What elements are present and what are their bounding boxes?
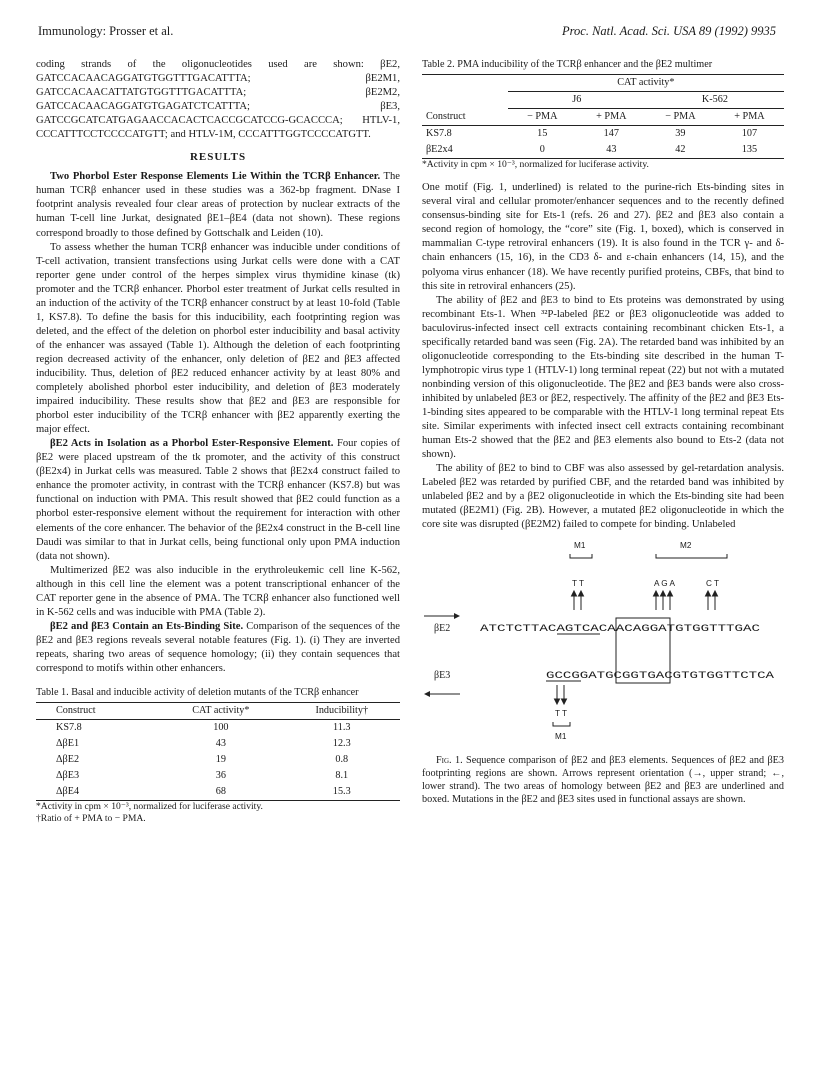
table1-footnote-1: *Activity in cpm × 10⁻³, normalized for luciferase activity. xyxy=(36,801,263,813)
table1-cell: 100 xyxy=(213,722,229,734)
table2-cell: 147 xyxy=(603,128,619,140)
table2-header: − PMA xyxy=(665,111,696,123)
table1-header: Construct xyxy=(56,705,96,717)
table1-caption: Table 1. Basal and inducible activity of deletion mutants of the TCRβ enhancer xyxy=(36,687,359,699)
body-text: Comparison of the sequences of the βE2 and βE3 regions reveals several notable features (Fig. 1). (i) They are inverted repeats, sharing two areas of sequence homology; (ii) they contain sequences that correspond to motifs within other enhancers. xyxy=(36,620,400,674)
runin-heading-3: βE2 and βE3 Contain an Ets-Binding Site. xyxy=(50,620,244,632)
mutation-tt-bottom: T T xyxy=(555,709,567,719)
table-row xyxy=(36,752,400,768)
table-row xyxy=(422,126,784,143)
up-arrows xyxy=(572,591,718,610)
results-heading: RESULTS xyxy=(189,151,247,164)
table1-cell: ΔβE1 xyxy=(56,738,80,750)
table2-cell: βE2x4 xyxy=(426,144,453,156)
table2-header: − PMA xyxy=(527,111,558,123)
table-row xyxy=(36,736,400,752)
table2-cell: 135 xyxy=(741,144,758,156)
table1-cell: 43 xyxy=(215,738,226,750)
table2-header: + PMA xyxy=(734,111,765,123)
running-head-left: Immunology: Prosser et al. xyxy=(38,24,174,38)
table2-footnote: *Activity in cpm × 10⁻³, normalized for luciferase activity. xyxy=(422,159,649,171)
runin-heading-2: βE2 Acts in Isolation as a Phorbol Ester-Responsive Element. xyxy=(50,438,334,450)
table1-header: Inducibility† xyxy=(315,705,369,717)
table2-blank xyxy=(422,75,508,92)
mutation-ct: C T xyxy=(706,579,720,589)
figure1-caption xyxy=(422,754,784,806)
results-paragraph-2: To assess whether the human TCRβ enhancer was inducible under conditions of T-cell activation, transient transfections using Jurkat cells were done with a CAT reporter gene under control of the herpes simplex virus thymidine kinase (tk) promoter and the TCRβ enhancer. Phorbol ester treatment of Jurkat cells resulted in an induction of the activity of the TCRβ enhancer construct by at least 10-fold (Table 1, KS7.8). To define the basis for this inducibility, each footprinting region was deleted, and the effect of the deletion on phorbol ester inducibility and basal activity of the enhancer was assayed (Table 1). Although the deletion of each footprinting region decreased activity of the enhancer, only deletion of βE2 and βE3 affected inducibility. Thus, deletion of βE2 reduced enhancer activity by at least 80% and completely abolished phorbol ester inducibility, and deletion of βE3 moderately impaired inducibility. These results show that βE2 and βE3 are responsible for phorbol ester inducibility of the TCRβ enhancer with βE2 apparently exerting the major effect. xyxy=(36,241,400,436)
label-be2: βE2 xyxy=(434,623,451,635)
table1-cell: 8.1 xyxy=(335,770,349,782)
table-row xyxy=(422,142,784,159)
mutation-tt: T T xyxy=(572,579,584,589)
right-column xyxy=(422,58,784,806)
figure1-caption-text: Sequence comparison of βE2 and βE3 elements. Sequences of βE2 and βE3 footprinting regions are shown. Arrows represent orientation (→, upper strand; ←, lower strand). The two areas of homology between βE2 and βE3 are underlined and boxed. Mutations in the βE2 and βE3 sites used in functional assays are shown. xyxy=(422,755,784,806)
table2-group-header: CAT activity* xyxy=(508,75,784,92)
table1-cell: 36 xyxy=(215,770,226,782)
table2-cell-line: J6 xyxy=(508,92,646,109)
runin-heading-1: Two Phorbol Ester Response Elements Lie Within the TCRβ Enhancer. xyxy=(50,171,381,183)
m2-label-top: M2 xyxy=(680,541,692,551)
sequence-be3: GCCGGATGCGGTGACGTGTGGTTCTCA xyxy=(546,671,776,683)
table2-caption: Table 2. PMA inducibility of the TCRβ enhancer and the βE2 multimer xyxy=(422,59,713,70)
right-paragraph-1: One motif (Fig. 1, underlined) is related to the purine-rich Ets-binding sites in several viral and cellular promoter/enhancer sequences and to the recently defined consensus-binding site for Ets-1 (refs. 26 and 27). βE2 and βE3 also contain a second region of homology, the “core” site (Fig. 1, boxed), which is conserved in mammalian C-type retroviral enhancers (19). It is also found in the TCR γ- and δ-chain enhancers (15, 16), in the CD3 δ- and ε-chain enhancers (14, 15), and the polyoma virus enhancer (18). We have recently purified proteins, CBFs, that bind to this site in retroviral enhancers (25). xyxy=(422,182,784,292)
m1-bracket-bottom xyxy=(553,722,570,726)
running-head-right: Proc. Natl. Acad. Sci. USA 89 (1992) 9935 xyxy=(562,24,776,38)
table-row xyxy=(36,768,400,784)
table1-cell: 15.3 xyxy=(332,786,351,798)
table2-cell: 39 xyxy=(675,128,686,140)
mutation-aga: A G A xyxy=(654,579,675,589)
table2-cell-line: K-562 xyxy=(646,92,784,109)
table2-blank xyxy=(422,92,508,109)
table2-header: Construct xyxy=(426,110,466,122)
table-row xyxy=(36,720,400,737)
arrowhead-left-icon xyxy=(424,691,430,697)
arrowhead-right-icon xyxy=(454,613,460,619)
label-be3: βE3 xyxy=(434,670,451,682)
table2-cell: 15 xyxy=(537,128,548,140)
table2-cell: 107 xyxy=(741,128,758,140)
left-column xyxy=(36,58,400,825)
table1-header: CAT activity* xyxy=(192,705,250,717)
right-paragraph-2: The ability of βE2 and βE3 to bind to Ets proteins was demonstrated by using recombinant Ets-1. When ³²P-labeled βE2 or βE3 oligonucleotide was added to baculovirus-infected insect cell extracts containing recombinant chicken Ets-1, a specifically retarded band was seen (Fig. 2A). The retarded band was inhibited by an oligonucleotide corresponding to the Ets-binding site described in the human T-lymphotropic virus type 1 (HTLV-1) long terminal repeat (22) but not with a mutated nonbinding version of this oligonucleotide. The βE2 and βE3 bands were also cross-inhibited by unlabeled βE3 or βE2, respectively. The affinity of the βE2 and βE3 Ets-1-binding sites appeared to be comparable with the HTLV-1 long terminal repeat Ets site. Similar experiments with infected insect cell extracts containing recombinant human Ets-2 showed that the βE2 and βE3 elements also bound to Ets-2 (data not shown). xyxy=(422,294,784,461)
table1-footnote-2: †Ratio of + PMA to − PMA. xyxy=(36,813,146,825)
table1-cell: 11.3 xyxy=(333,722,351,734)
body-text: Four copies of βE2 were placed upstream of the tk promoter, and the activity of this construct (βE2x4) in Jurkat cells was measured. Table 2 shows that βE2x4 construct failed to enhance the promoter activity, in contrast with the TCRβ enhancer (KS7.8) but was functional on induction with PMA. This result showed that βE2 could function as a phorbol ester-responsive element without the requirement for interaction with other elements of the core enhancer. The behavior of the βE2x4 construct in the B-cell line Daudi was similar to that in Jurkat cells, being functional only upon PMA induction (data not shown). xyxy=(36,438,400,562)
table2-cell: 43 xyxy=(606,144,617,156)
down-arrows xyxy=(555,685,567,704)
m1-bracket-top xyxy=(570,554,592,558)
table2-cell: KS7.8 xyxy=(426,128,452,140)
m2-bracket-top xyxy=(656,554,727,558)
m1-label-top: M1 xyxy=(574,541,586,551)
figure1-sequence-diagram xyxy=(422,538,784,748)
m1-label-bottom: M1 xyxy=(555,732,567,742)
table2 xyxy=(422,74,784,159)
table1-cell: ΔβE3 xyxy=(56,770,80,782)
results-paragraph-4: Multimerized βE2 was also inducible in the erythroleukemic cell line K-562, although in this cell line the element was a potent transcriptional enhancer of the CAT reporter gene in the absence of PMA. The TCRβ enhancer also functioned well in K-562 cells and was inducible with PMA (Table 2). xyxy=(36,564,400,618)
figure1-caption-head: Fig. 1. xyxy=(436,755,463,767)
results-paragraph-5 xyxy=(36,620,400,676)
table-row xyxy=(36,784,400,801)
right-paragraph-3: The ability of βE2 to bind to CBF was also assessed by gel-retardation analysis. Labeled βE2 was retarded by purified CBF, and the retarded band was inhibited by unlabeled βE2 and by a βE2 oligonucleotide in which the Ets-binding site had been mutated (βE2M1) (Fig. 2B). However, a mutated βE2 oligonucleotide in which the core site was disrupted (βE2M2) failed to compete for binding. Unlabeled xyxy=(422,463,784,531)
table2-cell: 0 xyxy=(539,144,545,156)
results-paragraph-1 xyxy=(36,170,400,240)
table1-cell: 0.8 xyxy=(335,754,349,766)
results-paragraph-3 xyxy=(36,437,400,563)
table1-cell: 19 xyxy=(215,754,226,766)
table2-header: + PMA xyxy=(596,111,627,123)
table1-cell: ΔβE4 xyxy=(56,786,80,798)
sequence-be2: ATCTCTTACAGTCACAACAGGATGTGGTTTGAC xyxy=(480,624,760,636)
table2-cell: 42 xyxy=(675,144,686,156)
table1-cell: 12.3 xyxy=(332,738,351,750)
table1 xyxy=(36,702,400,801)
methods-oligo-paragraph: coding strands of the oligonucleotides used are shown: βE2, GATCCACAACAGGATGTGGTTTGACATTTA; βE2M1, GATCCACAACATTATGTGGTTTGACATTTA; βE2M2, GATCCACAACAGGATGTGAGATCTCATTTA; βE3, GATCCGCATCATGAGAACCACACTCACCGCATCCG-GCACCCA; HTLV-1, CCCATTTCCTCCCCATGTT; and HTLV-1M, CCCATTTGGTCCCCATGTT. xyxy=(36,59,400,141)
table1-cell: ΔβE2 xyxy=(56,754,80,766)
body-text: The human TCRβ enhancer used in these studies was a 362-bp fragment. DNase I footprint analysis revealed four clear areas of protection by nuclear extracts of the human T-cell line Jurkat, designated βE1–βE4 (data not shown). These regions correspond broadly to those defined by Gottschalk and Leiden (10). xyxy=(36,171,400,239)
table1-cell: KS7.8 xyxy=(56,722,82,734)
table1-cell: 68 xyxy=(215,786,226,798)
